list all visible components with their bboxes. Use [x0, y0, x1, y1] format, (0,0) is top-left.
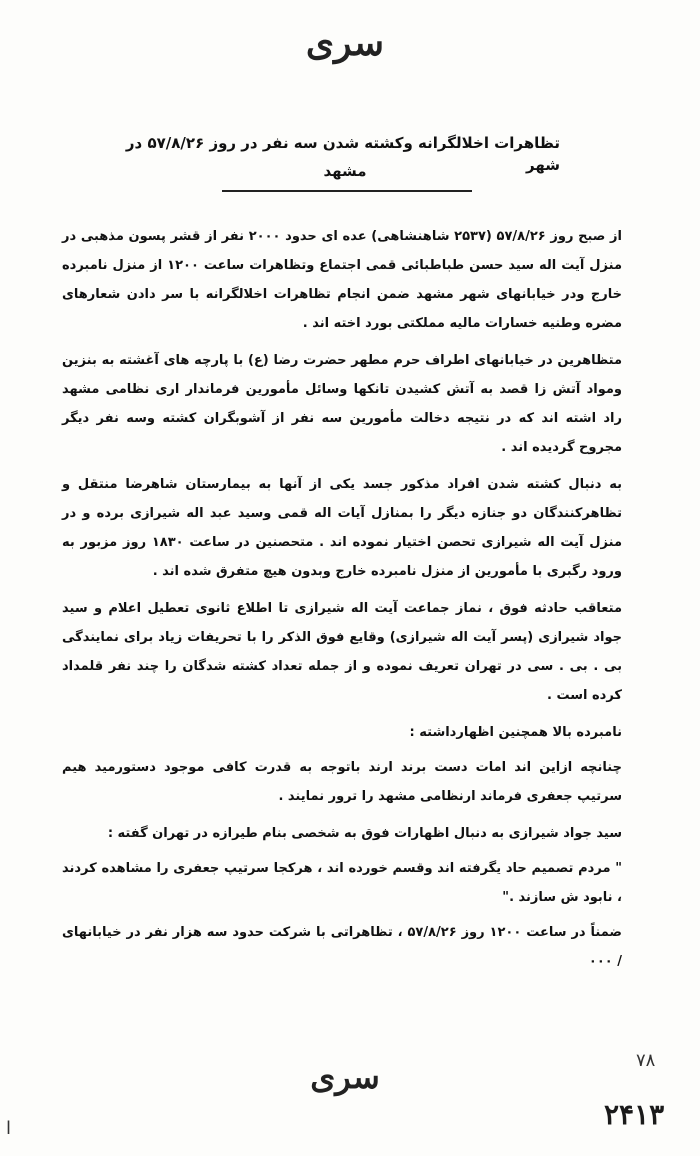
classification-stamp-bottom: سری	[310, 1058, 380, 1096]
margin-note: ۷۸	[636, 1050, 656, 1071]
paragraph-3: به دنبال کشته شدن افراد مذکور جسد یکی از آنها به بیمارستان شاهرضا منتقل و تظاهرکنندگان دو جنازه دیگر را بمنازل آیات اله قمی وسید عبد اله شیرازی برده و در منزل آیت اله شیرازی تحصن اختیار نموده اند . متحصنین در ساعت ۱۸۳۰ روز مزبور به ورود رگبری با مأمورین از منزل نامبرده خارج وبدون هیچ متفرق شده اند .	[62, 477, 622, 579]
paragraph-2: متظاهرین در خیابانهای اطراف حرم مطهر حضرت رضا (ع) با پارچه های آغشته به بنزین ومواد آتش زا قصد به آتش کشیدن تانکها وسائل مأمورین فرماندار اری نظامی مشهد راد اشته اند که در نتیجه دخالت مأمورین سه نفر از آشوبگران کشته وسه نفر دیگر مجروح گردیده اند .	[62, 353, 622, 455]
title-underline	[222, 190, 472, 192]
paragraph-1: از صبح روز ۵۷/۸/۲۶ (۲۵۳۷ شاهنشاهی) عده ای حدود ۲۰۰۰ نفر از قشر پسون مذهبی در منزل آیت اله سید حسن طباطبائی قمی اجتماع وتظاهرات ساعت ۱۲۰۰ از منزل نامبرده خارج ودر خیابانهای شهر مشهد ضمن انجام تظاهرات اخلالگرانه با سر دادن شعارهای مضره وطنیه خسارات مالیه مملکتی بورد اخته اند .	[62, 229, 622, 331]
paragraph-5: نامبرده بالا همچنین اظهارداشته :	[409, 725, 622, 740]
edge-mark: ا	[6, 1118, 12, 1139]
paragraph-6: چنانچه ازاین اند امات دست برند ارند باتوجه به قدرت کافی موجود دستورمید هیم سرتیپ جعفری فرماند ارنظامی مشهد را ترور نمایند .	[62, 760, 622, 804]
document-number: ۲۴۱۳	[604, 1098, 665, 1131]
classification-stamp-top: سری	[305, 22, 385, 64]
document-title: تظاهرات اخلالگرانه وکشته شدن سه نفر در روز ۵۷/۸/۲۶ در شهر	[125, 134, 560, 174]
paragraph-4: متعاقب حادثه فوق ، نماز جماعت آیت اله شیرازی تا اطلاع ثانوی تعطیل اعلام و سید جواد شیرازی (پسر آیت اله شیرازی) وقایع فوق الذکر را با تحریفات زیاد برای نمایندگی بی . بی . سی در تهران تعریف نموده و از جمله تعداد کشته شدگان را چند نفر قلمداد کرده است .	[62, 601, 622, 703]
paragraph-quote: " مردم تصمیم حاد یگرفته اند وقسم خورده اند ، هرکجا سرتیپ جعفری را مشاهده کردند ، نابود ش سازند ."	[62, 861, 622, 905]
document-title-city: مشهد	[323, 162, 367, 180]
paragraph-9: ضمناً در ساعت ۱۲۰۰ روز ۵۷/۸/۲۶ ، تظاهراتی با شرکت حدود سه هزار نفر در خیابانهای / ۰۰۰	[62, 925, 622, 969]
paragraph-7: سید جواد شیرازی به دنبال اظهارات فوق به شخصی بنام طیرازه در تهران گفته :	[107, 826, 622, 841]
document-body	[62, 222, 622, 984]
